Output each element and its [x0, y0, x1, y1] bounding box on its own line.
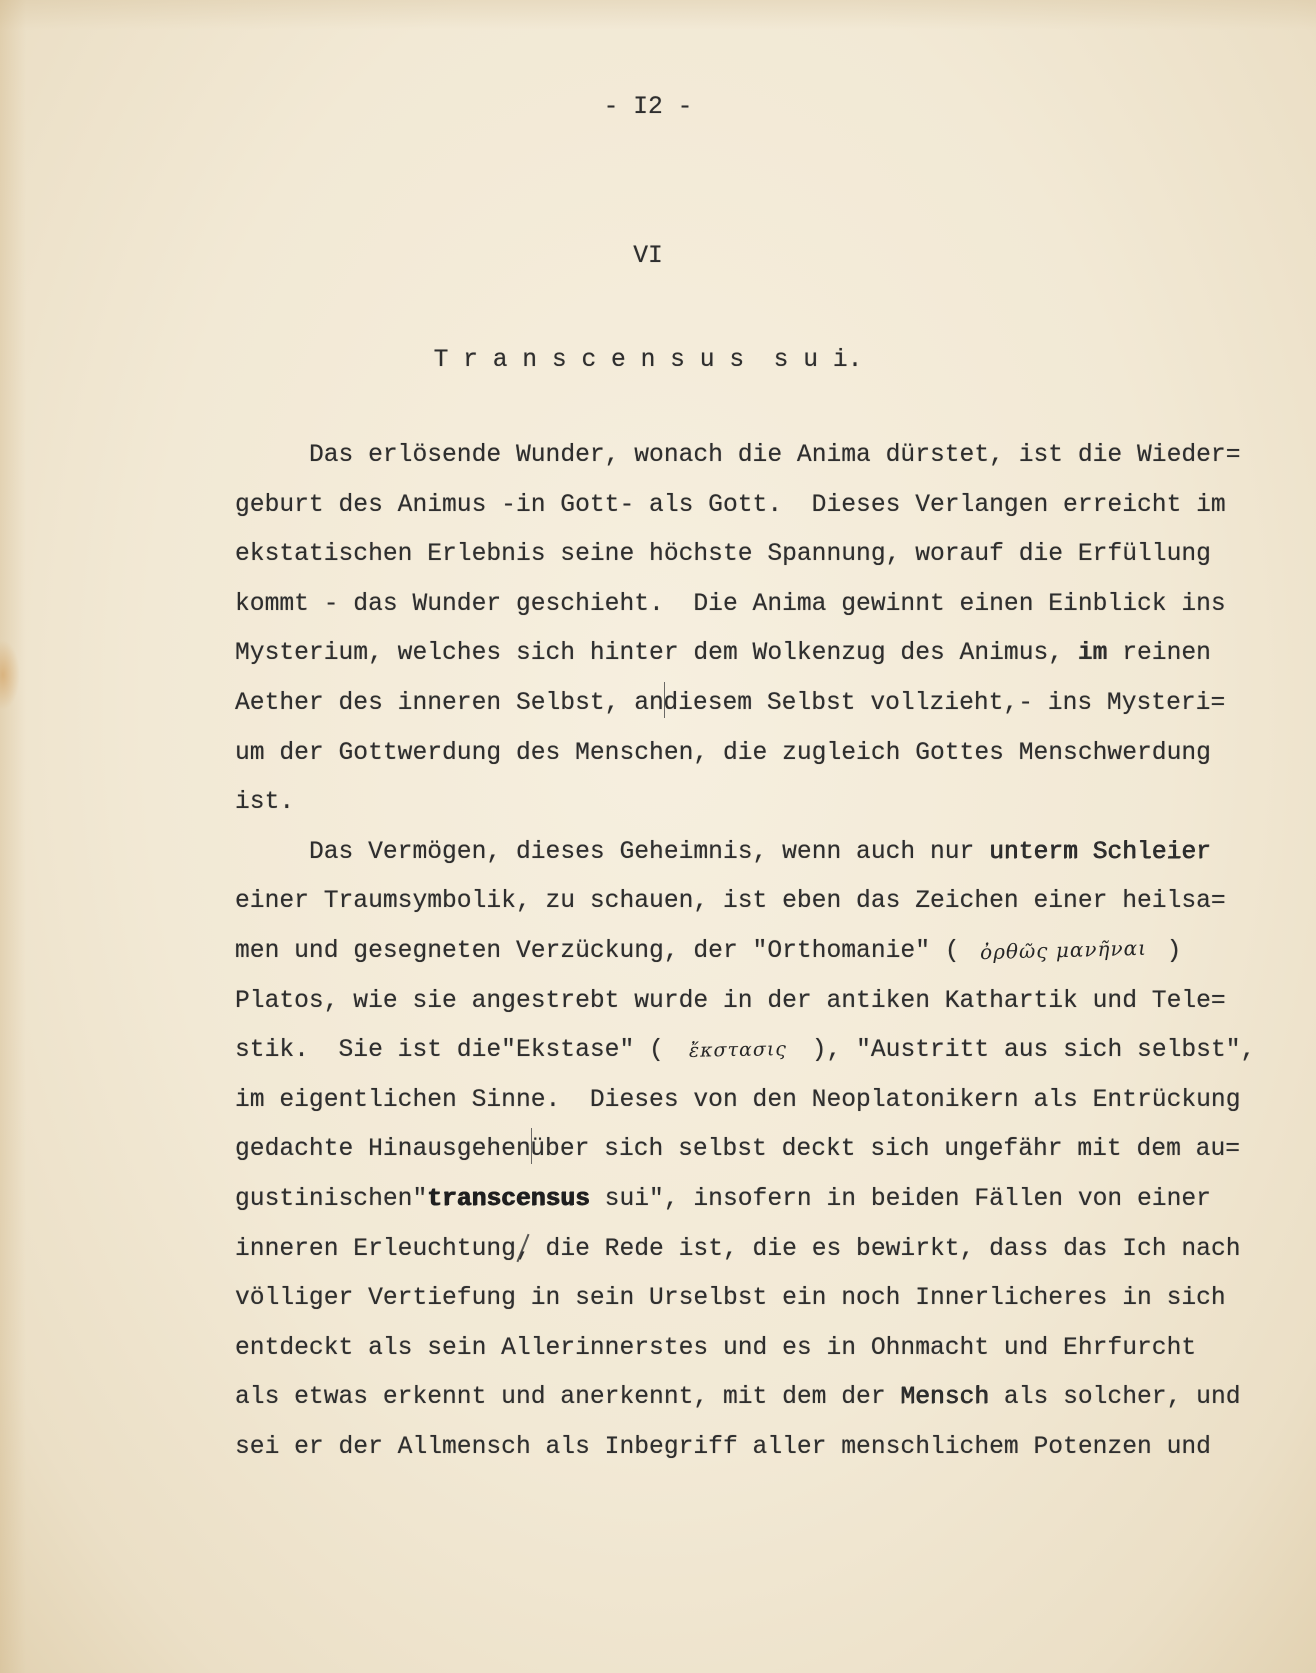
- text-line: [235, 1026, 1295, 1076]
- chapter-numeral: VI: [633, 242, 663, 270]
- text-line: [235, 729, 1295, 779]
- text-line: [235, 1423, 1295, 1473]
- body-text: [235, 431, 1295, 1472]
- line-text: einer Traumsymbolik, zu schauen, ist eben das Zeichen einer heilsa=: [235, 887, 1226, 916]
- line-text: Mysterium, welches sich hinter dem Wolkenzug des Animus,: [235, 639, 1078, 668]
- line-text: sui", insofern in beiden Fällen von einer: [589, 1184, 1211, 1213]
- text-line: [235, 1324, 1295, 1374]
- line-text: Das erlösende Wunder, wonach die Anima dürstet, ist die Wieder=: [308, 441, 1241, 469]
- paragraph-1: [235, 431, 1295, 828]
- text-line: [235, 580, 1295, 630]
- line-text: Das Vermögen, dieses Geheimnis, wenn auch nur: [308, 837, 990, 866]
- line-text: um der Gottwerdung des Menschen, die zugleich Gottes Menschwerdung: [235, 738, 1211, 767]
- line-text: gedachte Hinausgehen: [235, 1135, 531, 1164]
- paper-stain: [0, 0, 1316, 30]
- line-text: ), "Austritt aus sich selbst",: [811, 1036, 1256, 1065]
- line-text: die Rede ist, die es bewirkt, dass das Ich nach: [530, 1234, 1241, 1263]
- line-text: gustinischen": [235, 1184, 428, 1213]
- paper-stain: [0, 640, 20, 710]
- overtyped-word: unterm Schleier: [989, 837, 1211, 866]
- text-line: [235, 877, 1295, 927]
- line-text: als solcher, und: [989, 1383, 1241, 1412]
- text-line: [235, 530, 1295, 580]
- overtyped-word: Mensch: [900, 1383, 990, 1412]
- line-text: kommt - das Wunder geschieht. Die Anima gewinnt einen Einblick ins: [235, 589, 1226, 618]
- text-line: [235, 629, 1295, 679]
- page-number: - I2 -: [603, 93, 693, 121]
- text-line: [235, 679, 1295, 729]
- paragraph-2: [235, 828, 1295, 1473]
- line-text: geburt des Animus -in Gott- als Gott. Dieses Verlangen erreicht im: [235, 490, 1226, 519]
- overtyped-word: transcensus: [427, 1184, 590, 1213]
- line-text: über sich selbst deckt sich ungefähr mit dem au=: [530, 1135, 1241, 1164]
- section-title: T r a n s c e n s u s s u i.: [433, 346, 863, 374]
- greek-handwriting: ἔκστασις: [688, 1038, 787, 1062]
- line-text: ekstatischen Erlebnis seine höchste Spannung, worauf die Erfüllung: [235, 540, 1211, 569]
- paper-stain: [0, 0, 26, 1673]
- greek-handwriting: ὀρθῶς μανῆναι: [979, 935, 1147, 965]
- text-line: [235, 977, 1295, 1027]
- text-line: [235, 1175, 1295, 1225]
- line-text: völliger Vertiefung in sein Urselbst ein noch Innerlicheres in sich: [235, 1284, 1226, 1313]
- text-line: [235, 778, 1295, 828]
- line-text: diesem Selbst vollzieht,- ins Mysteri=: [663, 688, 1226, 717]
- text-line: [235, 828, 1295, 878]
- line-text: reinen: [1107, 639, 1211, 668]
- text-line: [235, 1373, 1295, 1423]
- line-text: als etwas erkennt und anerkennt, mit dem der: [235, 1383, 901, 1412]
- overtyped-word: im: [1077, 639, 1108, 668]
- text-line: [235, 1076, 1295, 1126]
- line-text: Platos, wie sie angestrebt wurde in der antiken Kathartik und Tele=: [235, 986, 1226, 1015]
- line-text: Aether des inneren Selbst, an: [235, 688, 664, 717]
- text-line: [235, 1225, 1295, 1275]
- text-line: [235, 1274, 1295, 1324]
- line-text: ): [1166, 936, 1182, 965]
- line-text: sei er der Allmensch als Inbegriff aller menschlichem Potenzen und: [235, 1432, 1211, 1461]
- text-line: [235, 1125, 1295, 1175]
- line-text: entdeckt als sein Allerinnerstes und es in Ohnmacht und Ehrfurcht: [235, 1333, 1197, 1362]
- text-line: [235, 481, 1295, 531]
- line-text: men und gesegneten Verzückung, der "Orthomanie" (: [235, 936, 960, 965]
- text-line: [235, 431, 1295, 481]
- line-text: stik. Sie ist die"Ekstase" (: [235, 1036, 664, 1065]
- line-text: ist.: [235, 788, 295, 817]
- line-text: inneren Erleuchtung,: [235, 1234, 531, 1263]
- text-line: [235, 927, 1295, 977]
- line-text: im eigentlichen Sinne. Dieses von den Neoplatonikern als Entrückung: [235, 1085, 1241, 1114]
